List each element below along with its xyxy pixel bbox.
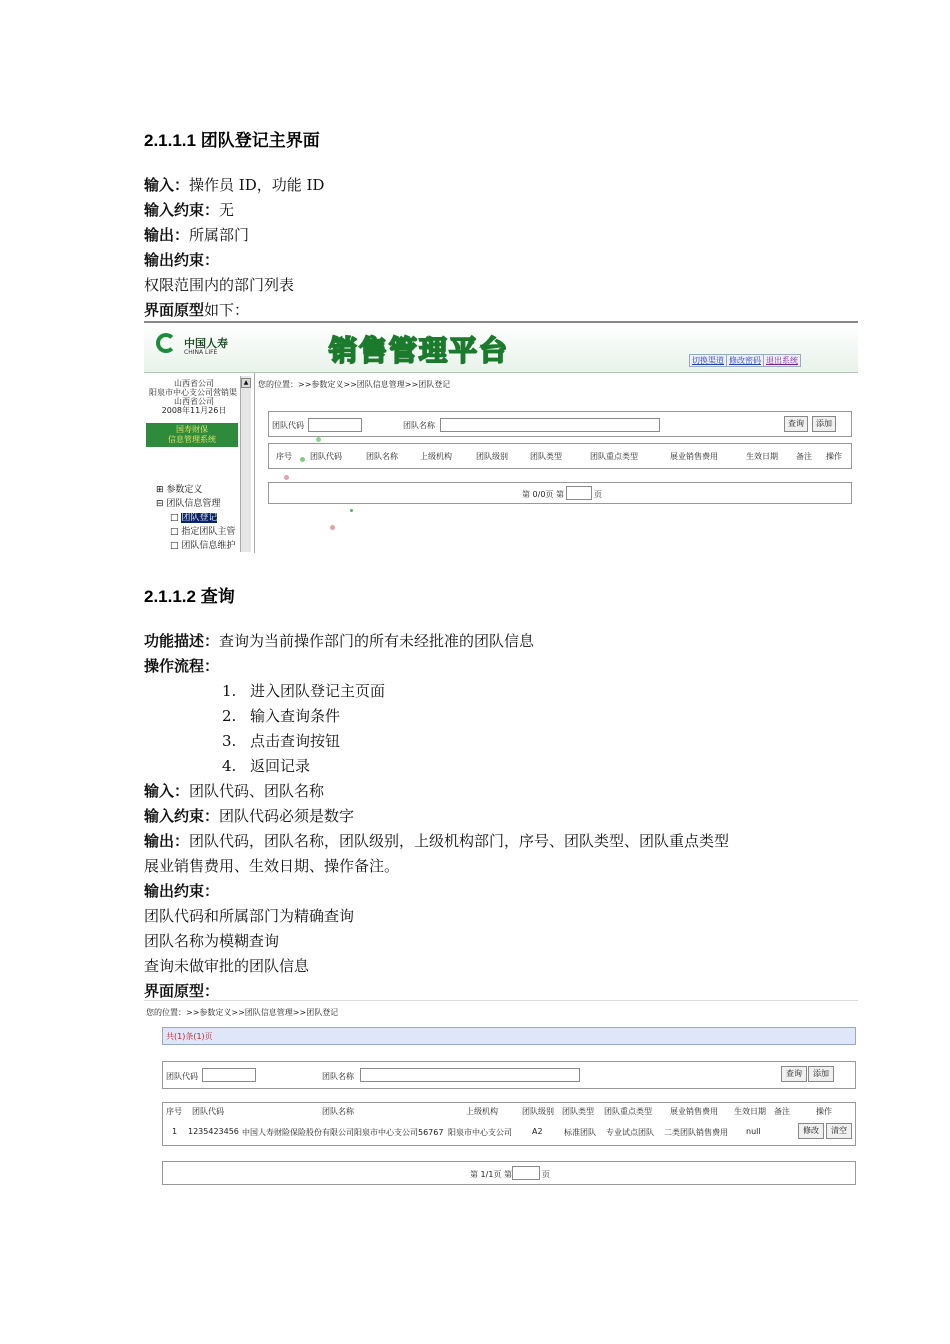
logo-subtext: CHINA LIFE <box>184 349 218 356</box>
col-header: 备注 <box>774 1107 790 1116</box>
decor-dot <box>316 437 321 442</box>
section-heading-2: 2.1.1.2 查询 <box>144 587 235 606</box>
pager-text: 第 0/0页 第 <box>522 490 564 499</box>
col-header: 序号 <box>276 452 292 461</box>
side-company-2: 山西省公司 <box>174 397 214 406</box>
col-header: 上级机构 <box>466 1107 498 1116</box>
line-output-cont: 展业销售费用、生效日期、操作备注。 <box>144 857 400 875</box>
step-item: 1. 进入团队登记主页面 <box>222 682 386 700</box>
col-header: 团队代码 <box>310 452 342 461</box>
line-output-constraint: 输出约束： <box>144 882 220 900</box>
col-header: 团队代码 <box>192 1107 224 1116</box>
line-input-constraint: 输入约束：团队代码必须是数字 <box>144 807 355 825</box>
tree-item-assign-leader[interactable]: □ 指定团队主管 <box>170 527 236 537</box>
decor-dot <box>350 509 353 512</box>
constraint-item: 查询未做审批的团队信息 <box>144 957 310 975</box>
page-input[interactable] <box>566 486 592 500</box>
prototype-screenshot-1 <box>144 321 858 553</box>
col-header: 操作 <box>826 452 842 461</box>
team-name-label: 团队名称 <box>403 421 435 430</box>
tree-item-team-maintain[interactable]: □ 团队信息维护 <box>170 541 236 551</box>
change-password-link[interactable]: 修改密码 <box>726 354 764 367</box>
col-header: 展业销售费用 <box>670 1107 718 1116</box>
decor-dot <box>284 475 289 480</box>
col-header: 上级机构 <box>420 452 452 461</box>
cell-fee: 二类团队销售费用 <box>664 1128 728 1137</box>
col-header: 团队级别 <box>522 1107 554 1116</box>
step-item: 4. 返回记录 <box>222 757 311 775</box>
col-header: 团队级别 <box>476 452 508 461</box>
add-button[interactable]: 添加 <box>812 416 836 432</box>
clear-button[interactable]: 清空 <box>826 1123 852 1139</box>
page-input[interactable] <box>512 1166 540 1180</box>
side-branch: 阳泉市中心支公司营销渠 <box>149 388 237 397</box>
line-description: 功能描述：查询为当前操作部门的所有未经批准的团队信息 <box>144 632 535 650</box>
team-code-label: 团队代码 <box>166 1072 198 1081</box>
team-code-input[interactable] <box>202 1068 256 1082</box>
tree-item-params[interactable]: ⊞ 参数定义 <box>156 485 203 495</box>
query-button[interactable]: 查询 <box>781 1066 807 1082</box>
team-name-label: 团队名称 <box>322 1072 354 1081</box>
col-header: 团队重点类型 <box>604 1107 652 1116</box>
section-heading-1: 2.1.1.1 团队登记主界面 <box>144 131 320 150</box>
line-input: 输入：团队代码、团队名称 <box>144 782 325 800</box>
col-header: 生效日期 <box>734 1107 766 1116</box>
col-header: 团队重点类型 <box>590 452 638 461</box>
col-header: 生效日期 <box>746 452 778 461</box>
constraint-item: 团队名称为模糊查询 <box>144 932 280 950</box>
scroll-up-icon[interactable]: ▲ <box>241 378 251 388</box>
step-item: 3. 点击查询按钮 <box>222 732 341 750</box>
query-button[interactable]: 查询 <box>784 416 808 432</box>
line-output: 输出：团队代码，团队名称，团队级别，上级机构部门，序号、团队类型、团队重点类型 <box>144 832 730 850</box>
side-date: 2008年11月26日 <box>161 406 227 415</box>
pager-suffix: 页 <box>542 1170 550 1179</box>
decor-dot <box>330 525 335 530</box>
edit-button[interactable]: 修改 <box>798 1123 824 1139</box>
count-bar <box>162 1027 856 1045</box>
line-prototype: 界面原型： <box>144 982 220 1000</box>
switch-channel-link[interactable]: 切换渠道 <box>689 354 727 367</box>
decor-dot <box>300 457 305 462</box>
line-input-constraint: 输入约束：无 <box>144 201 235 219</box>
pager-text: 第 1/1页 第 <box>470 1170 512 1179</box>
logo-text: 中国人寿 <box>184 337 228 350</box>
col-header: 团队名称 <box>366 452 398 461</box>
cell-level: A2 <box>532 1127 543 1136</box>
team-code-label: 团队代码 <box>272 421 304 430</box>
cell-date: null <box>746 1127 761 1136</box>
col-header: 备注 <box>796 452 812 461</box>
sidebar-scrollbar[interactable] <box>240 376 251 552</box>
cell-key-type: 专业试点团队 <box>606 1128 654 1137</box>
pager-suffix: 页 <box>594 490 602 499</box>
add-button[interactable]: 添加 <box>808 1066 834 1082</box>
tree-item-team-info[interactable]: ⊟ 团队信息管理 <box>156 499 221 509</box>
line-flow: 操作流程： <box>144 657 220 675</box>
col-header: 序号 <box>166 1107 182 1116</box>
col-header: 团队名称 <box>322 1107 354 1116</box>
side-banner-text: 国寿财保 信息管理系统 <box>168 425 216 444</box>
line-output-constraint: 输出约束： <box>144 251 220 269</box>
team-name-input[interactable] <box>440 418 660 432</box>
line-input: 输入：操作员 ID，功能 ID <box>144 176 325 194</box>
side-company: 山西省公司 <box>174 379 214 388</box>
record-count: 共(1)条(1)页 <box>166 1032 213 1041</box>
line-dept-list: 权限范围内的部门列表 <box>144 276 295 294</box>
china-life-logo-icon <box>156 333 176 353</box>
col-header: 团队类型 <box>562 1107 594 1116</box>
platform-title: 销售管理平台 <box>329 334 510 367</box>
cell-code: 1235423456 <box>188 1127 239 1136</box>
tree-item-team-register[interactable]: □ 团队登记 <box>170 513 218 523</box>
breadcrumb: 您的位置：>>参数定义>>团队信息管理>>团队登记 <box>258 380 451 389</box>
cell-type: 标准团队 <box>564 1128 596 1137</box>
logout-link[interactable]: 退出系统 <box>763 354 801 367</box>
line-output: 输出：所属部门 <box>144 226 250 244</box>
breadcrumb: 您的位置：>>参数定义>>团队信息管理>>团队登记 <box>146 1008 339 1017</box>
step-item: 2. 输入查询条件 <box>222 707 341 725</box>
cell-org: 阳泉市中心支公司 <box>448 1128 512 1137</box>
col-header: 展业销售费用 <box>670 452 718 461</box>
cell-name: 中国人寿财险保险股份有限公司阳泉市中心支公司56767 <box>242 1128 444 1137</box>
team-name-input[interactable] <box>360 1068 580 1082</box>
prototype-screenshot-2 <box>144 1000 858 1191</box>
col-header: 团队类型 <box>530 452 562 461</box>
line-prototype: 界面原型如下： <box>144 301 250 319</box>
col-header: 操作 <box>816 1107 832 1116</box>
cell-no: 1 <box>172 1127 178 1136</box>
team-code-input[interactable] <box>308 418 362 432</box>
constraint-item: 团队代码和所属部门为精确查询 <box>144 907 355 925</box>
